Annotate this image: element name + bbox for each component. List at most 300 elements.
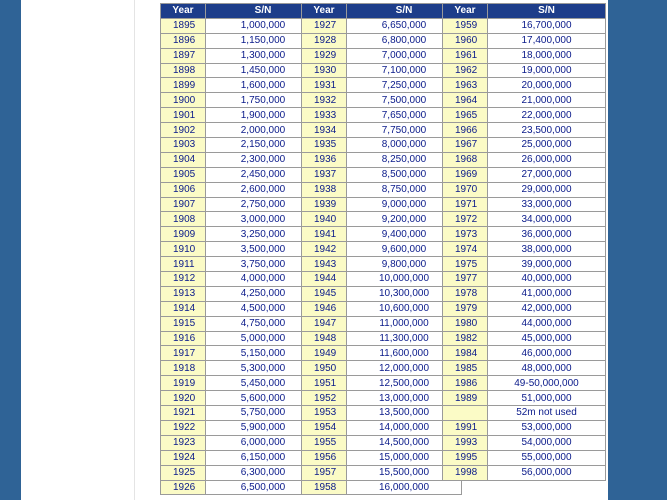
year-cell: 1928 — [302, 33, 347, 48]
table-row — [302, 301, 462, 316]
serial-number-cell: 2,300,000 — [206, 152, 321, 167]
table-row — [443, 272, 606, 287]
table-row — [302, 480, 462, 495]
year-cell: 1895 — [161, 18, 206, 33]
table-row — [443, 182, 606, 197]
table-row — [302, 48, 462, 63]
serial-number-cell: 6,300,000 — [206, 465, 321, 480]
table-row — [443, 286, 606, 301]
sn-header: S/N — [347, 4, 462, 19]
year-cell: 1932 — [302, 93, 347, 108]
serial-number-cell: 7,000,000 — [347, 48, 462, 63]
table-row — [161, 450, 321, 465]
year-cell: 1909 — [161, 227, 206, 242]
table-row — [443, 93, 606, 108]
serial-number-cell: 7,250,000 — [347, 78, 462, 93]
serial-number-cell: 49-50,000,000 — [488, 376, 606, 391]
sn-header: S/N — [488, 4, 606, 19]
serial-number-cell: 3,750,000 — [206, 257, 321, 272]
serial-number-cell: 42,000,000 — [488, 301, 606, 316]
sn-header: S/N — [206, 4, 321, 19]
year-cell: 1962 — [443, 63, 488, 78]
year-cell: 1917 — [161, 346, 206, 361]
serial-number-cell: 6,150,000 — [206, 450, 321, 465]
serial-number-cell: 5,750,000 — [206, 406, 321, 421]
table-row — [443, 152, 606, 167]
serial-number-cell: 3,500,000 — [206, 242, 321, 257]
table-row — [161, 242, 321, 257]
serial-number-cell: 26,000,000 — [488, 152, 606, 167]
serial-number-cell: 1,750,000 — [206, 93, 321, 108]
table-row — [161, 272, 321, 287]
table-row — [302, 406, 462, 421]
table-row — [302, 286, 462, 301]
serial-number-cell: 12,000,000 — [347, 361, 462, 376]
table-row — [302, 78, 462, 93]
serial-number-cell: 20,000,000 — [488, 78, 606, 93]
year-cell: 1949 — [302, 346, 347, 361]
table-row — [443, 391, 606, 406]
year-cell: 1933 — [302, 108, 347, 123]
table-row — [161, 123, 321, 138]
serial-number-cell: 45,000,000 — [488, 331, 606, 346]
year-cell: 1970 — [443, 182, 488, 197]
serial-number-cell: 10,600,000 — [347, 301, 462, 316]
year-cell: 1973 — [443, 227, 488, 242]
right-blue-margin — [608, 0, 667, 500]
serial-number-cell: 9,600,000 — [347, 242, 462, 257]
serial-number-cell: 21,000,000 — [488, 93, 606, 108]
year-cell: 1930 — [302, 63, 347, 78]
table-row — [302, 33, 462, 48]
table-row — [302, 376, 462, 391]
serial-number-cell: 22,000,000 — [488, 108, 606, 123]
table-row — [302, 18, 462, 33]
table-row — [161, 48, 321, 63]
serial-number-cell: 6,650,000 — [347, 18, 462, 33]
table-row — [302, 152, 462, 167]
year-cell: 1901 — [161, 108, 206, 123]
table-row — [161, 286, 321, 301]
serial-number-cell: 17,400,000 — [488, 33, 606, 48]
year-cell: 1953 — [302, 406, 347, 421]
table-row — [302, 197, 462, 212]
year-cell: 1995 — [443, 450, 488, 465]
year-cell: 1908 — [161, 212, 206, 227]
table-row — [161, 391, 321, 406]
year-cell: 1974 — [443, 242, 488, 257]
table-header-row — [161, 4, 321, 19]
year-cell: 1900 — [161, 93, 206, 108]
year-cell: 1952 — [302, 391, 347, 406]
table-row — [161, 361, 321, 376]
year-cell: 1984 — [443, 346, 488, 361]
table-row — [443, 376, 606, 391]
serial-number-cell: 13,500,000 — [347, 406, 462, 421]
serial-number-cell: 4,000,000 — [206, 272, 321, 287]
serial-number-cell: 51,000,000 — [488, 391, 606, 406]
year-cell: 1950 — [302, 361, 347, 376]
year-cell: 1975 — [443, 257, 488, 272]
table-row — [161, 167, 321, 182]
serial-number-cell: 11,300,000 — [347, 331, 462, 346]
year-cell: 1985 — [443, 361, 488, 376]
serial-number-cell: 5,150,000 — [206, 346, 321, 361]
year-cell: 1922 — [161, 420, 206, 435]
serial-number-cell: 13,000,000 — [347, 391, 462, 406]
year-cell: 1972 — [443, 212, 488, 227]
serial-number-cell: 19,000,000 — [488, 63, 606, 78]
table-row — [161, 376, 321, 391]
year-cell: 1935 — [302, 138, 347, 153]
year-cell: 1907 — [161, 197, 206, 212]
table-row — [302, 346, 462, 361]
table-row — [161, 227, 321, 242]
serial-number-cell: 55,000,000 — [488, 450, 606, 465]
table-row — [443, 316, 606, 331]
serial-number-cell: 5,450,000 — [206, 376, 321, 391]
table-row — [443, 227, 606, 242]
table-row — [443, 331, 606, 346]
serial-number-cell: 48,000,000 — [488, 361, 606, 376]
year-cell: 1912 — [161, 272, 206, 287]
serial-number-cell: 2,000,000 — [206, 123, 321, 138]
table-row — [443, 18, 606, 33]
table-row — [302, 182, 462, 197]
year-cell: 1954 — [302, 420, 347, 435]
year-cell: 1923 — [161, 435, 206, 450]
serial-number-cell: 53,000,000 — [488, 420, 606, 435]
year-cell: 1927 — [302, 18, 347, 33]
table-row — [443, 450, 606, 465]
serial-number-cell: 8,500,000 — [347, 167, 462, 182]
serial-number-cell: 54,000,000 — [488, 435, 606, 450]
year-cell: 1898 — [161, 63, 206, 78]
serial-number-cell: 7,100,000 — [347, 63, 462, 78]
table-row — [302, 450, 462, 465]
serial-number-cell: 4,750,000 — [206, 316, 321, 331]
year-cell: 1946 — [302, 301, 347, 316]
year-cell: 1925 — [161, 465, 206, 480]
serial-number-cell: 5,600,000 — [206, 391, 321, 406]
year-cell: 1958 — [302, 480, 347, 495]
table-row — [302, 316, 462, 331]
table-row — [443, 63, 606, 78]
table-row — [161, 108, 321, 123]
year-cell: 1963 — [443, 78, 488, 93]
year-cell: 1956 — [302, 450, 347, 465]
serial-number-cell: 15,000,000 — [347, 450, 462, 465]
year-header: Year — [302, 4, 347, 19]
table-row — [302, 242, 462, 257]
year-cell: 1977 — [443, 272, 488, 287]
serial-number-cell: 41,000,000 — [488, 286, 606, 301]
serial-number-cell: 52m not used — [488, 406, 606, 421]
serial-number-cell: 3,250,000 — [206, 227, 321, 242]
year-cell: 1965 — [443, 108, 488, 123]
table-row — [443, 361, 606, 376]
serial-number-cell: 11,600,000 — [347, 346, 462, 361]
year-cell: 1942 — [302, 242, 347, 257]
year-cell: 1904 — [161, 152, 206, 167]
table-row — [443, 78, 606, 93]
year-cell: 1896 — [161, 33, 206, 48]
serial-number-cell: 39,000,000 — [488, 257, 606, 272]
serial-number-cell: 10,000,000 — [347, 272, 462, 287]
year-cell: 1982 — [443, 331, 488, 346]
serial-number-cell: 1,450,000 — [206, 63, 321, 78]
table-row — [161, 301, 321, 316]
year-cell: 1951 — [302, 376, 347, 391]
year-cell: 1960 — [443, 33, 488, 48]
year-cell: 1920 — [161, 391, 206, 406]
table-row — [443, 123, 606, 138]
serial-number-cell: 14,500,000 — [347, 435, 462, 450]
serial-number-cell: 2,600,000 — [206, 182, 321, 197]
table-row — [161, 465, 321, 480]
left-blue-margin — [0, 0, 21, 500]
table-row — [161, 93, 321, 108]
year-cell: 1947 — [302, 316, 347, 331]
year-cell: 1899 — [161, 78, 206, 93]
content-divider — [134, 0, 135, 500]
year-cell: 1902 — [161, 123, 206, 138]
serial-number-cell: 11,000,000 — [347, 316, 462, 331]
year-cell: 1969 — [443, 167, 488, 182]
serial-number-cell: 1,150,000 — [206, 33, 321, 48]
serial-number-cell: 38,000,000 — [488, 242, 606, 257]
serial-number-cell: 7,650,000 — [347, 108, 462, 123]
year-cell: 1966 — [443, 123, 488, 138]
serial-table-2 — [301, 3, 462, 495]
table-row — [161, 138, 321, 153]
table-row — [302, 391, 462, 406]
serial-number-cell: 6,800,000 — [347, 33, 462, 48]
table-row — [443, 420, 606, 435]
year-cell: 1955 — [302, 435, 347, 450]
serial-number-cell: 8,000,000 — [347, 138, 462, 153]
table-row — [161, 212, 321, 227]
serial-number-cell: 9,200,000 — [347, 212, 462, 227]
table-row — [161, 316, 321, 331]
serial-number-cell: 1,300,000 — [206, 48, 321, 63]
serial-number-cell: 1,000,000 — [206, 18, 321, 33]
year-cell: 1916 — [161, 331, 206, 346]
year-cell: 1968 — [443, 152, 488, 167]
year-cell: 1967 — [443, 138, 488, 153]
serial-number-cell: 18,000,000 — [488, 48, 606, 63]
year-cell: 1957 — [302, 465, 347, 480]
table-row — [161, 435, 321, 450]
serial-number-cell: 46,000,000 — [488, 346, 606, 361]
serial-number-cell: 9,400,000 — [347, 227, 462, 242]
serial-number-cell: 7,500,000 — [347, 93, 462, 108]
serial-number-cell: 4,500,000 — [206, 301, 321, 316]
year-cell: 1934 — [302, 123, 347, 138]
year-cell: 1940 — [302, 212, 347, 227]
serial-number-cell: 16,700,000 — [488, 18, 606, 33]
serial-number-cell: 5,000,000 — [206, 331, 321, 346]
year-cell: 1959 — [443, 18, 488, 33]
table-row — [161, 78, 321, 93]
year-cell: 1943 — [302, 257, 347, 272]
year-header: Year — [443, 4, 488, 19]
serial-number-cell: 6,500,000 — [206, 480, 321, 495]
table-row — [443, 212, 606, 227]
year-cell: 1911 — [161, 257, 206, 272]
year-cell: 1948 — [302, 331, 347, 346]
year-cell: 1986 — [443, 376, 488, 391]
year-cell: 1929 — [302, 48, 347, 63]
table-row — [443, 48, 606, 63]
table-row — [443, 406, 606, 421]
table-row — [443, 301, 606, 316]
table-row — [302, 93, 462, 108]
year-cell: 1989 — [443, 391, 488, 406]
table-row — [302, 435, 462, 450]
year-cell: 1914 — [161, 301, 206, 316]
table-row — [161, 18, 321, 33]
serial-number-cell: 10,300,000 — [347, 286, 462, 301]
year-cell: 1993 — [443, 435, 488, 450]
year-cell: 1936 — [302, 152, 347, 167]
serial-number-cell: 44,000,000 — [488, 316, 606, 331]
table-row — [161, 480, 321, 495]
serial-number-cell: 6,000,000 — [206, 435, 321, 450]
table-row — [302, 331, 462, 346]
table-row — [302, 167, 462, 182]
year-cell: 1910 — [161, 242, 206, 257]
table-row — [443, 197, 606, 212]
year-cell: 1978 — [443, 286, 488, 301]
table-row — [161, 33, 321, 48]
serial-number-cell: 33,000,000 — [488, 197, 606, 212]
table-row — [443, 108, 606, 123]
table-header-row — [302, 4, 462, 19]
serial-table-3 — [442, 3, 606, 481]
table-row — [161, 346, 321, 361]
year-cell: 1903 — [161, 138, 206, 153]
year-cell — [443, 406, 488, 421]
year-cell: 1897 — [161, 48, 206, 63]
serial-number-cell: 8,250,000 — [347, 152, 462, 167]
year-cell: 1919 — [161, 376, 206, 391]
year-cell: 1971 — [443, 197, 488, 212]
table-row — [302, 108, 462, 123]
serial-number-cell: 56,000,000 — [488, 465, 606, 480]
serial-number-cell: 12,500,000 — [347, 376, 462, 391]
table-row — [161, 63, 321, 78]
serial-number-cell: 29,000,000 — [488, 182, 606, 197]
serial-number-cell: 36,000,000 — [488, 227, 606, 242]
year-cell: 1915 — [161, 316, 206, 331]
table-row — [302, 138, 462, 153]
serial-table-1 — [160, 3, 321, 495]
table-row — [161, 197, 321, 212]
serial-number-cell: 40,000,000 — [488, 272, 606, 287]
serial-number-cell: 23,500,000 — [488, 123, 606, 138]
year-cell: 1905 — [161, 167, 206, 182]
serial-number-cell: 3,000,000 — [206, 212, 321, 227]
year-cell: 1921 — [161, 406, 206, 421]
serial-number-cell: 14,000,000 — [347, 420, 462, 435]
table-row — [302, 465, 462, 480]
serial-number-cell: 1,900,000 — [206, 108, 321, 123]
year-cell: 1964 — [443, 93, 488, 108]
table-row — [161, 406, 321, 421]
table-row — [161, 420, 321, 435]
table-row — [302, 123, 462, 138]
serial-number-cell: 1,600,000 — [206, 78, 321, 93]
year-cell: 1924 — [161, 450, 206, 465]
table-header-row — [443, 4, 606, 19]
table-row — [302, 361, 462, 376]
table-row — [443, 465, 606, 480]
serial-number-cell: 7,750,000 — [347, 123, 462, 138]
serial-number-cell: 27,000,000 — [488, 167, 606, 182]
year-cell: 1937 — [302, 167, 347, 182]
serial-number-cell: 8,750,000 — [347, 182, 462, 197]
serial-number-cell: 15,500,000 — [347, 465, 462, 480]
table-row — [161, 182, 321, 197]
serial-number-cell: 2,750,000 — [206, 197, 321, 212]
serial-number-cell: 9,800,000 — [347, 257, 462, 272]
table-row — [302, 227, 462, 242]
table-row — [161, 257, 321, 272]
year-cell: 1939 — [302, 197, 347, 212]
year-cell: 1906 — [161, 182, 206, 197]
year-header: Year — [161, 4, 206, 19]
year-cell: 1980 — [443, 316, 488, 331]
year-cell: 1918 — [161, 361, 206, 376]
serial-number-cell: 4,250,000 — [206, 286, 321, 301]
year-cell: 1998 — [443, 465, 488, 480]
table-row — [302, 212, 462, 227]
serial-number-cell: 34,000,000 — [488, 212, 606, 227]
serial-number-cell: 5,900,000 — [206, 420, 321, 435]
year-cell: 1941 — [302, 227, 347, 242]
year-cell: 1931 — [302, 78, 347, 93]
year-cell: 1944 — [302, 272, 347, 287]
serial-number-cell: 16,000,000 — [347, 480, 462, 495]
table-row — [443, 242, 606, 257]
serial-number-cell: 25,000,000 — [488, 138, 606, 153]
serial-number-cell: 9,000,000 — [347, 197, 462, 212]
table-row — [443, 167, 606, 182]
table-row — [161, 331, 321, 346]
year-cell: 1926 — [161, 480, 206, 495]
table-row — [443, 435, 606, 450]
table-row — [302, 272, 462, 287]
table-row — [302, 63, 462, 78]
year-cell: 1961 — [443, 48, 488, 63]
year-cell: 1945 — [302, 286, 347, 301]
year-cell: 1913 — [161, 286, 206, 301]
year-cell: 1991 — [443, 420, 488, 435]
table-row — [161, 152, 321, 167]
table-row — [443, 33, 606, 48]
table-row — [443, 257, 606, 272]
serial-number-cell: 5,300,000 — [206, 361, 321, 376]
table-row — [443, 138, 606, 153]
year-cell: 1938 — [302, 182, 347, 197]
serial-number-cell: 2,450,000 — [206, 167, 321, 182]
serial-number-cell: 2,150,000 — [206, 138, 321, 153]
table-row — [443, 346, 606, 361]
year-cell: 1979 — [443, 301, 488, 316]
table-row — [302, 420, 462, 435]
table-row — [302, 257, 462, 272]
